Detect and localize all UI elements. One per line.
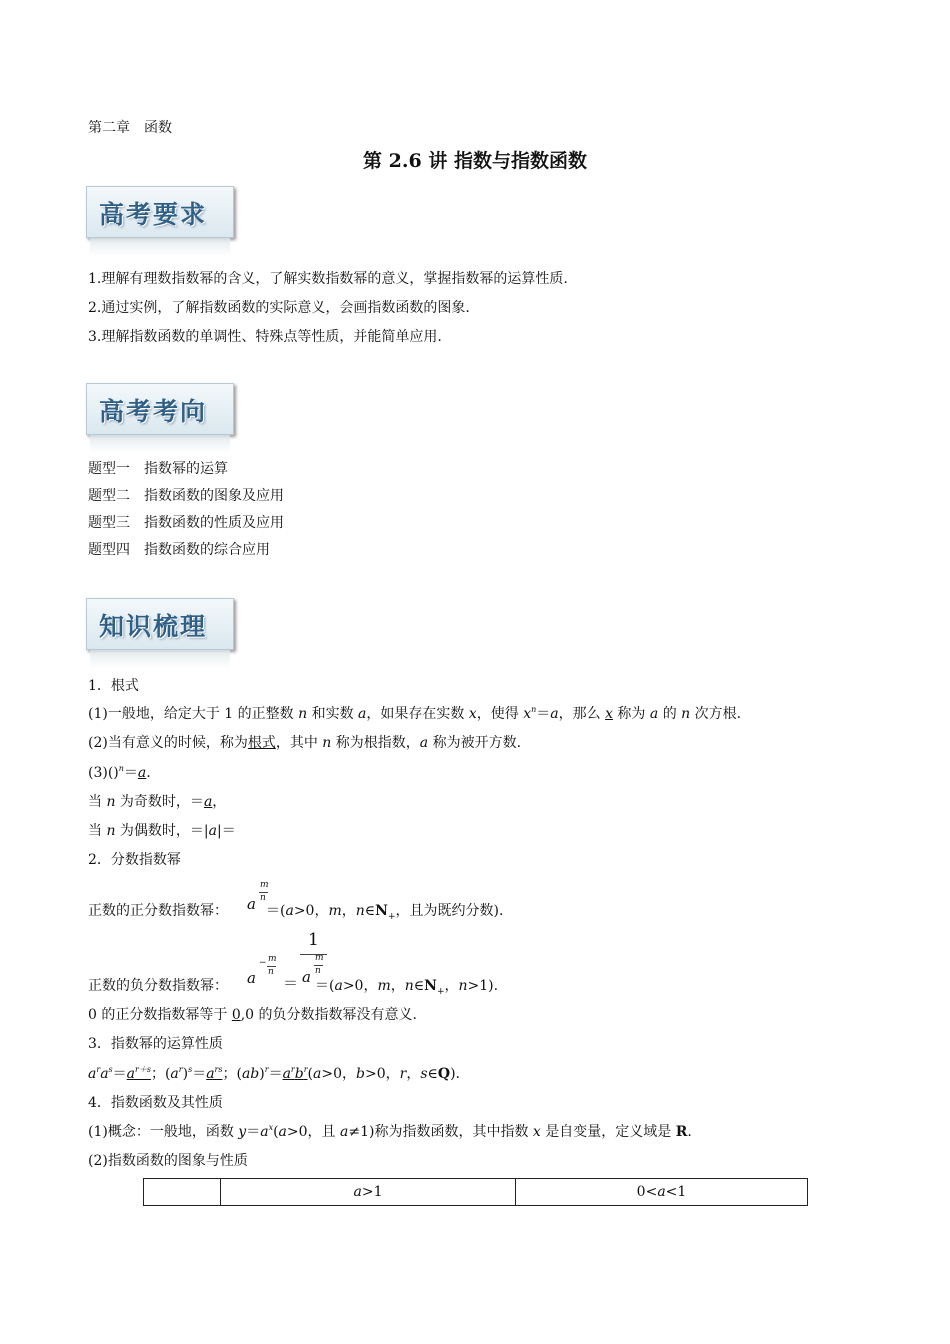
section-heading: 2．分数指数幂 bbox=[88, 852, 181, 868]
topic-item: 题型一 指数幂的运算 bbox=[88, 461, 228, 477]
section-heading: 1．根式 bbox=[88, 678, 139, 694]
banner-knowledge bbox=[86, 598, 234, 670]
lesson-title: 第 2.6 讲 指数与指数函数 bbox=[363, 150, 587, 172]
equals-sign: ＝ bbox=[283, 974, 299, 992]
section-heading: 4．指数函数及其性质 bbox=[88, 1095, 223, 1111]
paragraph-zero-power: 0 的正分数指数幂等于 0,0 的负分数指数幂没有意义. bbox=[88, 1007, 417, 1023]
exponent-numerator: m bbox=[268, 954, 277, 964]
chapter-label: 第二章 函数 bbox=[88, 120, 172, 136]
paragraph-exponential-definition: (1)概念：一般地，函数 $y=a^x(a>0$，且 a≠1)称为指数函数，其中指数 x 是自变量，定义域是 R. bbox=[88, 1123, 692, 1140]
exponent-denominator: n bbox=[315, 966, 321, 976]
table-row bbox=[144, 1179, 808, 1206]
banner-knowledge-label: 知识梳理 bbox=[99, 612, 208, 641]
paragraph-root-definition: (1)一般地，给定大于 1 的正整数 n 和实数 a，如果存在实数 x，使得 $x^n=a$，那么 x 称为 a 的 n 次方根. bbox=[88, 705, 742, 722]
banner-requirements-label: 高考要求 bbox=[99, 200, 208, 229]
topic-item: 题型四 指数函数的综合应用 bbox=[88, 542, 270, 558]
paragraph-positive-fractional: 正数的正分数指数幂： ＝(a>0，m，$n\in N_+$，且为既约分数). bbox=[88, 903, 504, 922]
power-base: a bbox=[302, 968, 311, 986]
table-header-a-between-0-1: 0<a<1 bbox=[516, 1179, 808, 1206]
section-heading: 3．指数幂的运算性质 bbox=[88, 1036, 223, 1052]
paragraph-negative-fractional: 正数的负分数指数幂： ＝(a>0，m，$n\in N_+$，n>1). bbox=[88, 978, 499, 997]
topic-item: 题型三 指数函数的性质及应用 bbox=[88, 515, 284, 531]
power-base: a bbox=[247, 895, 256, 913]
banner-requirements bbox=[86, 186, 234, 258]
requirement-item: 1.理解有理数指数幂的含义，了解实数指数幂的意义，掌握指数幂的运算性质. bbox=[88, 271, 568, 287]
exponent-numerator: m bbox=[260, 880, 269, 890]
fraction-numerator: 1 bbox=[308, 930, 319, 950]
requirement-item: 2.通过实例，了解指数函数的实际意义，会画指数函数的图象. bbox=[88, 300, 470, 316]
requirement-item: 3.理解指数函数的单调性、特殊点等性质，并能简单应用. bbox=[88, 329, 442, 345]
banner-directions-label: 高考考向 bbox=[99, 397, 208, 426]
exponent-denominator: n bbox=[268, 967, 274, 977]
paragraph-power-rules: $a^ra^s=a^{r+s}$；$(a^r)^s=a^{rs}$；$(ab)^r=a^rb^r(a>0$，b>0，r，s∈Q). bbox=[88, 1065, 461, 1082]
power-base: a bbox=[247, 969, 256, 987]
exponent-denominator: n bbox=[260, 893, 266, 903]
paragraph-even-case: 当 n 为偶数时，＝|a|＝ bbox=[88, 823, 236, 839]
exponent-numerator: m bbox=[315, 953, 324, 963]
paragraph-odd-case: 当 n 为奇数时，＝a， bbox=[88, 794, 227, 810]
paragraph-graph-properties: (2)指数函数的图象与性质 bbox=[88, 1153, 248, 1169]
exponent-minus: − bbox=[259, 958, 267, 968]
properties-table bbox=[143, 1178, 808, 1206]
paragraph-radical-power: (3)()$^n$＝a. bbox=[88, 764, 151, 781]
table-header-a-greater-1: a>1 bbox=[221, 1179, 516, 1206]
banner-directions bbox=[86, 383, 234, 455]
topic-item: 题型二 指数函数的图象及应用 bbox=[88, 488, 284, 504]
table-cell-empty bbox=[144, 1179, 221, 1206]
paragraph-radical: (2)当有意义的时候，称为根式，其中 n 称为根指数，a 称为被开方数. bbox=[88, 735, 522, 751]
